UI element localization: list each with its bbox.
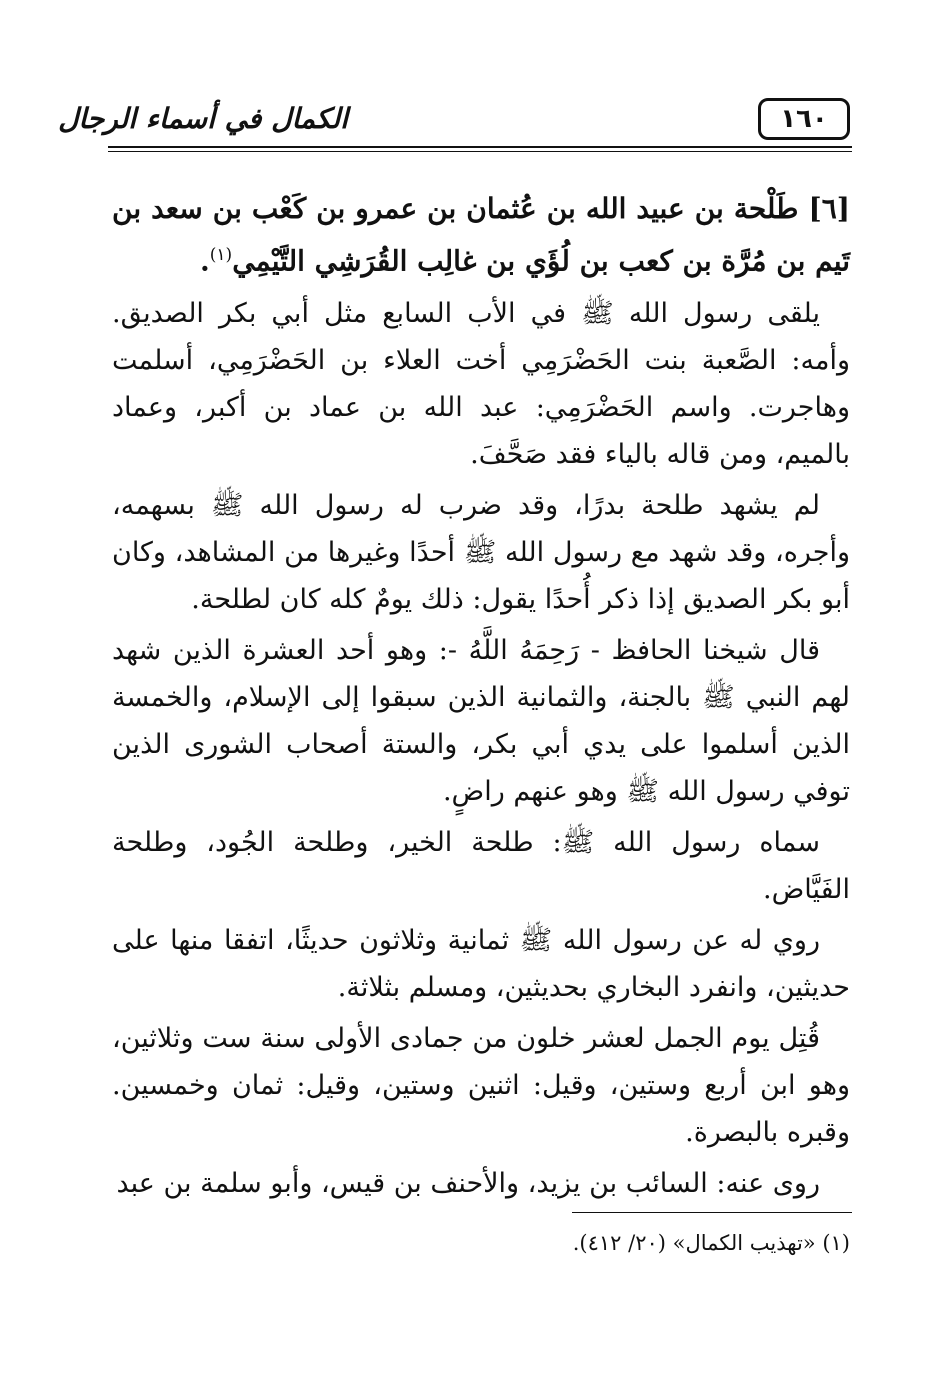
paragraph-death: قُتِل يوم الجمل لعشر خلون من جمادى الأولى سنة ست وثلاثين، وهو ابن أربع وستين، وقيل: اثنين وستين، وقيل: ثمان وخمسين. وقبره بالبصرة. xyxy=(112,1023,850,1149)
page-header xyxy=(58,92,850,148)
running-title: الكمال في أسماء الرجال xyxy=(58,101,348,135)
footnote-1: (١) «تهذيب الكمال» (٢٠/ ٤١٢). xyxy=(572,1231,850,1255)
footnote-rule xyxy=(572,1212,852,1213)
entry-heading-text: [٦] طَلْحة بن عبيد الله بن عُثمان بن عمرو بن كَعْب بن سعد بن تَيم بن مُرَّة بن كعب بن لُؤَي بن غالِب القُرَشِي التَّيْمِي xyxy=(112,192,850,278)
paragraph-hadith-count: روي له عن رسول الله ﷺ ثمانية وثلاثون حديثًا، اتفقا منها على حديثين، وانفرد البخاري بحديثين، ومسلم بثلاثة. xyxy=(112,925,850,1004)
entry-heading-end: . xyxy=(200,244,210,278)
footnotes xyxy=(112,1226,850,1260)
header-rule xyxy=(108,146,852,148)
header-rule-thin xyxy=(108,151,852,152)
paragraph-names: سماه رسول الله ﷺ: طلحة الخير، وطلحة الجُود، وطلحة الفَيَّاض. xyxy=(112,827,850,906)
entry-heading xyxy=(112,186,850,284)
paragraph-lineage: يلقى رسول الله ﷺ في الأب السابع مثل أبي بكر الصديق. وأمه: الصَّعبة بنت الحَضْرَمِي أخت العلاء بن الحَضْرَمِي، أسلمت وهاجرت. واسم الحَضْرَمِي: عبد الله بن عماد بن أكبر، وعماد بالميم، ومن قاله بالياء فقد صَحَّفَ. xyxy=(112,298,850,471)
paragraph-badr: لم يشهد طلحة بدرًا، وقد ضرب له رسول الله ﷺ بسهمه، وأجره، وقد شهد مع رسول الله ﷺ أحدًا وغيرها من المشاهد، وكان أبو بكر الصديق إذا ذكر أُحدًا يقول: ذلك يومٌ كله كان لطلحة. xyxy=(112,490,850,616)
paragraph-narrators: روى عنه: السائب بن يزيد، والأحنف بن قيس، وأبو سلمة بن عبد xyxy=(116,1168,820,1200)
page-number: ١٦٠ xyxy=(758,98,850,140)
main-text xyxy=(112,186,850,1211)
paragraph-shaykh: قال شيخنا الحافظ - رَحِمَهُ اللَّهُ -: وهو أحد العشرة الذين شهد لهم النبي ﷺ بالجنة، والثمانية الذين سبقوا إلى الإسلام، والخمسة الذين أسلموا على يدي أبي بكر، والستة أصحاب الشورى الذين توفي رسول الله ﷺ وهو عنهم راضٍ. xyxy=(112,635,850,808)
footnote-reference: (١) xyxy=(209,245,233,265)
